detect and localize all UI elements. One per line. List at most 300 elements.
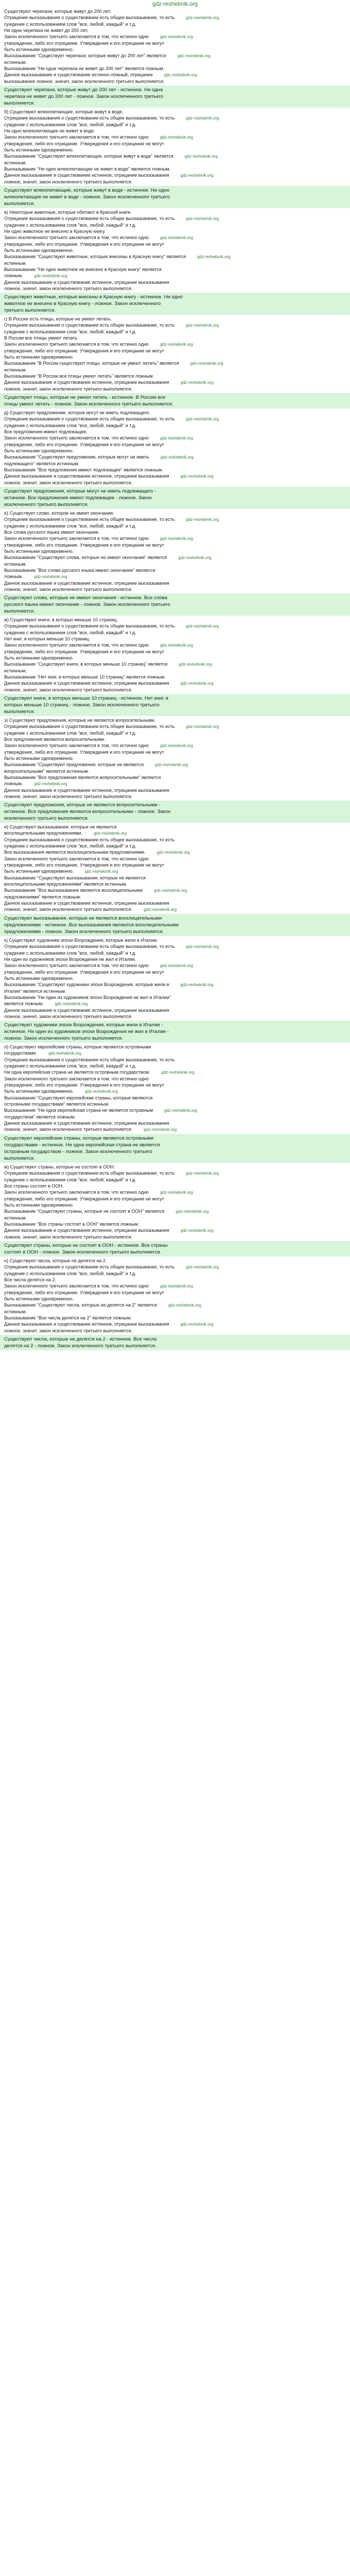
text-line: [4, 141, 346, 147]
text-line: [4, 222, 346, 228]
text-line: [4, 373, 346, 379]
text-line: [4, 655, 346, 661]
text-line: [4, 856, 346, 862]
text-line: [4, 100, 346, 107]
text-line: [4, 1277, 346, 1283]
text-line: [4, 808, 346, 815]
text-line: [4, 887, 346, 894]
text-line: [4, 307, 346, 314]
text-line-content: Высказывание "Существуют млекопитающие, которые живут в воде" является: [4, 154, 173, 159]
text-line: [4, 386, 346, 392]
text-line-content: Все слова русского языка имеют окончание.: [4, 530, 100, 535]
text-line: [4, 8, 346, 14]
text-line: [4, 561, 346, 567]
watermark: gdz-reshebnik.org: [179, 662, 212, 667]
text-line: [4, 668, 346, 674]
text-line: [4, 1101, 346, 1107]
text-line: [4, 1321, 346, 1328]
text-line-content: суждение с использованием слов "все, любой, каждый" и т.д.: [4, 951, 136, 956]
text-line: [4, 1234, 346, 1240]
text-line: [4, 661, 346, 668]
text-line: [4, 109, 346, 115]
text-line-content: В России все птицы умеют летать.: [4, 335, 79, 341]
watermark: gdz-reshebnik.org: [160, 342, 193, 347]
text-line-content: Высказывание "В России все птицы умеют летать" является ложным.: [4, 374, 154, 379]
text-line-content: состоят в ООН - ложное. Закон исключенного третьего выполняется.: [4, 1249, 162, 1255]
watermark: gdz-reshebnik.org: [161, 1070, 195, 1075]
text-line-content: быть истинными одновременно.: [4, 756, 74, 761]
text-line: [4, 1069, 346, 1076]
text-line: [4, 1082, 346, 1088]
watermark: gdz-reshebnik.org: [180, 474, 214, 479]
text-line: [4, 636, 346, 642]
watermark: gdz-reshebnik.org: [160, 643, 193, 648]
text-line: [4, 128, 346, 134]
solution-paragraph: [4, 1044, 346, 1133]
text-line-content: Существуют числа, которые не делятся на 2 - истинное. Все числа: [4, 1336, 157, 1342]
text-line-content: Закон исключенного третьего заключается в том, что истинно одно: [4, 435, 149, 440]
text-line: [4, 988, 346, 994]
text-line-content: государством" является ложным.: [4, 1114, 76, 1120]
watermark: gdz-reshebnik.org: [144, 907, 177, 912]
text-line-content: ж) Существуют книги, в которых меньше 10 страниц.: [4, 617, 118, 622]
text-line-content: Существуют черепахи, которые живут до 200 лет.: [4, 9, 111, 14]
answer-highlight: [0, 914, 350, 936]
text-line-content: Отрицание высказывания о существовании есть общее высказывание, то есть: [4, 1264, 175, 1269]
text-line-content: Высказывание "Все числа делятся на 2" является ложным.: [4, 1315, 132, 1320]
text-line-content: суждение с использованием слов "все, любой, каждый" и т.д.: [4, 1271, 136, 1276]
text-line: [4, 749, 346, 755]
watermark: gdz-reshebnik.org: [160, 455, 194, 460]
text-line: [4, 209, 346, 215]
watermark: gdz-reshebnik.org: [156, 850, 190, 855]
text-line: [4, 894, 346, 900]
text-line-content: истинное. Все предложения являются вопросительными - ложное. Закон: [4, 809, 171, 815]
text-line: [4, 260, 346, 266]
watermark: gdz-reshebnik.org: [160, 35, 193, 39]
text-line: [4, 554, 346, 561]
watermark: gdz-reshebnik.org: [160, 235, 193, 240]
text-line: [4, 1114, 346, 1120]
watermark: gdz-reshebnik.org: [154, 888, 187, 893]
text-line: [4, 228, 346, 234]
watermark: gdz-reshebnik.org: [160, 1190, 193, 1195]
text-line-content: утверждение, либо его отрицание. Утверждения и его отрицание не могут: [4, 543, 164, 548]
text-line-content: истинным.: [4, 562, 27, 567]
text-line: [4, 781, 346, 787]
text-line-content: Высказывание "Существуют книги, в которых меньше 10 страниц" является: [4, 662, 168, 667]
text-line-content: Отрицание высказывания о существовании есть общее высказывание, то есть: [4, 517, 175, 522]
text-line-content: Закон исключенного третьего заключается в том, что истинно одно: [4, 1283, 149, 1289]
text-line-content: ложное, значит, закон исключенного третьего выполняется.: [4, 587, 133, 592]
text-line-content: Закон исключенного третьего заключается в том, что истинно одно: [4, 134, 149, 140]
text-line: [4, 1035, 346, 1042]
text-line: [4, 730, 346, 736]
text-line: [4, 1343, 346, 1349]
answer-highlight: [0, 1134, 350, 1163]
text-line: [4, 573, 346, 580]
text-line-content: л) Существуют европейские страны, которые являются островными: [4, 1044, 151, 1049]
text-line-content: Высказывание "Все предложения имеют подлежащее" является ложным.: [4, 467, 163, 472]
text-line: [4, 273, 346, 279]
text-line-content: восклицательными предложениями" является истинным.: [4, 882, 128, 887]
text-line: [4, 348, 346, 354]
watermark: gdz-reshebnik.org: [155, 762, 188, 767]
solution-paragraph: [4, 824, 346, 913]
text-line: [4, 367, 346, 373]
text-line-content: Высказывание "Существуют числа, которые не делятся на 2" является: [4, 1302, 157, 1308]
text-line: [4, 787, 346, 793]
watermark: gdz-reshebnik.org: [164, 1108, 198, 1113]
answer-highlight: [0, 293, 350, 315]
watermark: gdz-reshebnik.org: [186, 1171, 219, 1176]
watermark: gdz-reshebnik.org: [180, 1228, 214, 1233]
watermark: gdz-reshebnik.org: [55, 1002, 88, 1006]
solution-paragraph: [4, 316, 346, 392]
text-line-content: Данное высказывание и существование истинное, отрицание высказывания: [4, 1008, 169, 1013]
text-line: [4, 241, 346, 247]
watermark: gdz-reshebnik.org: [164, 73, 197, 77]
text-line-content: ложное, значит, закон исключенного третьего выполняется.: [4, 286, 133, 291]
text-line: [4, 1148, 346, 1155]
text-line-content: утверждение, либо его отрицание. Утверждения и его отрицание не могут: [4, 750, 164, 755]
answer-highlight: [0, 1335, 350, 1350]
answer-highlight: [0, 1241, 350, 1257]
text-line: [4, 1057, 346, 1063]
watermark: gdz-reshebnik.org: [180, 380, 214, 385]
text-line-content: и) Существуют высказывания, которые не являются: [4, 824, 117, 829]
text-line: [4, 1183, 346, 1189]
text-line-content: Высказывание "Существуют европейские страны, которые являются: [4, 1095, 153, 1100]
text-line: [4, 849, 346, 856]
text-line: [4, 1142, 346, 1148]
text-line-content: Высказывание "Ни одно животное не внесено в Красную книгу" является: [4, 267, 162, 272]
text-line: [4, 1258, 346, 1264]
text-line-content: Все предложения являются вопросительными.: [4, 737, 106, 742]
text-line: [4, 172, 346, 179]
text-line-content: Закон исключенного третьего заключается в том, что истинно одно: [4, 34, 149, 39]
text-line-content: ложное. Закон исключенного третьего выполняется.: [4, 1036, 123, 1041]
text-line-content: Высказывание "Ни один из художников эпохи Возрождения не жил в Италии": [4, 995, 171, 1000]
text-line-content: Закон исключенного третьего заключается в том, что истинно одно: [4, 235, 149, 240]
text-line-content: исключенного третьего выполняется.: [4, 502, 89, 507]
text-line-content: утверждение, либо его отрицание. Утверждения и его отрицание не могут: [4, 1196, 164, 1201]
text-line: [4, 542, 346, 548]
text-line: [4, 1164, 346, 1170]
text-line-content: Высказывание "Существуют предложения, которые не являются: [4, 762, 144, 767]
text-line: [4, 956, 346, 962]
watermark: gdz-reshebnik.org: [197, 255, 231, 259]
watermark: gdz-reshebnik.org: [186, 724, 219, 729]
text-line: [4, 179, 346, 185]
text-line: [4, 1202, 346, 1208]
text-line-content: государствами.: [4, 1050, 38, 1056]
answer-highlight: [0, 86, 350, 108]
text-line-content: Данное высказывание и существование истинное, отрицание высказывания: [4, 788, 169, 793]
text-line-content: Существуют птицы, которые не умеют летать - истинное. В России все: [4, 395, 166, 400]
text-line-content: ложным.: [4, 574, 23, 579]
text-line: [4, 1336, 346, 1343]
text-line-content: Существуют предложения, которые могут не иметь подлежащего -: [4, 488, 156, 494]
text-line: [4, 480, 346, 486]
text-line: [4, 1155, 346, 1162]
text-line: [4, 687, 346, 693]
watermark: gdz-reshebnik.org: [34, 574, 67, 579]
text-line: [4, 969, 346, 975]
watermark: gdz-reshebnik.org: [186, 15, 219, 20]
text-line-content: Существуют высказывания, которые не являются восклицательными: [4, 916, 162, 921]
text-line-content: Существуют млекопитающие, которые живут в воде - истинное. Ни одно: [4, 188, 170, 193]
text-line: [4, 1328, 346, 1334]
text-line: [4, 454, 346, 461]
answer-highlight: [0, 393, 350, 409]
text-line: [4, 65, 346, 72]
text-line-content: ложное, значит, закон исключенного третьего выполняется.: [4, 907, 133, 912]
solution-paragraph: [4, 617, 346, 693]
text-line-content: которых меньше 10 страниц - ложное. Закон исключенного третьего: [4, 702, 160, 708]
text-line: [4, 937, 346, 943]
text-line-content: Высказывание "Существуют слова, которые не имеют окончания" является: [4, 555, 167, 560]
text-line-content: быть истинными одновременно.: [4, 47, 74, 52]
text-line-content: Данное высказывание и существование истинное, отрицание высказывания: [4, 173, 169, 178]
text-line-content: Существуют страны, которые не состоят в ООН - истинное. Все страны: [4, 1243, 168, 1248]
text-line-content: утверждение, либо его отрицание. Утверждения и его отрицание не могут: [4, 1082, 164, 1088]
text-line-content: Данное высказывание и существование истинное, отрицание высказывания: [4, 1228, 169, 1233]
text-line-content: суждение с использованием слов "все, любой, каждый" и т.д.: [4, 329, 136, 334]
text-line: [4, 723, 346, 730]
text-line: [4, 516, 346, 523]
text-line-content: м) Существуют страны, которые не состоят в ООН.: [4, 1164, 115, 1170]
text-line-content: Существуют животные, которые внесены в Красную книгу - истинное. Ни одно: [4, 294, 183, 300]
text-line: [4, 1170, 346, 1177]
text-line-content: Существуют предложения, которые не являются вопросительными -: [4, 802, 161, 808]
text-line: [4, 1001, 346, 1007]
text-line: [4, 1215, 346, 1221]
text-line-content: Высказывание "Ни одна европейская страна не является островным: [4, 1108, 153, 1113]
text-line-content: Закон исключенного третьего заключается в том, что истинно одно: [4, 1190, 149, 1195]
text-line: [4, 523, 346, 529]
text-line: [4, 623, 346, 630]
text-line-content: ложное, значит, закон исключенного третьего выполняется.: [4, 1014, 133, 1019]
text-line: [4, 774, 346, 781]
text-line-content: быть истинными одновременно.: [4, 549, 74, 554]
watermark: gdz-reshebnik.org: [184, 154, 218, 159]
text-line-content: Отрицание высказывания о существовании есть общее высказывание, то есть: [4, 1057, 175, 1062]
text-line: [4, 322, 346, 329]
text-line: [4, 316, 346, 322]
text-line-content: к) Существуют художники эпохи Возрождения, которые жили в Италии.: [4, 938, 158, 943]
text-line-content: Отрицание высказывания о существовании есть общее высказывание, то есть: [4, 1171, 175, 1176]
solution-content: [4, 8, 346, 1350]
text-line-content: Данное высказывание и существование истинное, отрицание высказывания: [4, 380, 169, 385]
text-line: [4, 285, 346, 292]
text-line: [4, 40, 346, 46]
text-line-content: д) Существует предложение, которое могут не иметь подлежащего.: [4, 410, 150, 415]
text-line-content: выполняется.: [4, 709, 35, 715]
text-line: [4, 234, 346, 241]
text-line-content: Отрицание высказывания о существовании есть общее высказывание, то есть: [4, 623, 175, 629]
text-line-content: Нет книг, в которых меньше 10 страниц.: [4, 636, 90, 641]
text-line-content: утверждение, либо его отрицание. Утверждения и его отрицание не могут: [4, 442, 164, 447]
text-line: [4, 429, 346, 435]
text-line-content: суждение с использованием слов "все, любой, каждый" и т.д.: [4, 223, 136, 228]
text-line: [4, 1315, 346, 1321]
answer-highlight: [0, 1021, 350, 1043]
text-line-content: ложное, значит, закон исключенного третьего выполняется.: [4, 386, 133, 392]
text-line-content: суждение с использованием слов "все, любой, каждый" и т.д.: [4, 122, 136, 127]
text-line-content: быть истинными одновременно.: [4, 655, 74, 660]
text-line-content: Данное высказывание и существование истинно-ложный, отрицание: [4, 72, 153, 77]
text-line-content: Отрицание высказывания о существовании есть общее высказывание, то есть: [4, 15, 175, 20]
text-line: [4, 1126, 346, 1133]
text-line: [4, 950, 346, 956]
text-line-content: Данное высказывание и существование истинное, отрицание высказывания: [4, 1121, 169, 1126]
text-line-content: н) Существуют числа, которые не делятся на 2.: [4, 1258, 107, 1263]
text-line: [4, 830, 346, 837]
solution-paragraph: [4, 209, 346, 292]
text-line: [4, 87, 346, 93]
text-line: [4, 473, 346, 480]
watermark: gdz-reshebnik.org: [34, 274, 67, 278]
watermark: gdz-reshebnik.org: [180, 1322, 214, 1327]
text-line: [4, 279, 346, 285]
text-line: [4, 200, 346, 207]
text-line-content: Все числа делятся на 2.: [4, 1277, 56, 1282]
text-line-content: быть истинными одновременно.: [4, 1202, 74, 1208]
text-line: [4, 1076, 346, 1082]
watermark: gdz-reshebnik.org: [186, 323, 219, 328]
text-line-content: Высказывание "Существуют художники эпохи Возрождения, которые жили в: [4, 982, 169, 987]
text-line: [4, 1088, 346, 1095]
text-line-content: Высказывание "Ни одна черепаха не живет до 200 лет" является ложным.: [4, 66, 165, 71]
watermark: gdz-reshebnik.org: [180, 173, 214, 178]
text-line: [4, 1028, 346, 1035]
text-line: [4, 1063, 346, 1069]
watermark: gdz-reshebnik.org: [186, 417, 219, 421]
text-line: [4, 46, 346, 53]
text-line-content: быть истинными одновременно.: [4, 1296, 74, 1301]
solution-paragraph: [4, 410, 346, 486]
text-line: [4, 115, 346, 122]
text-line-content: черепаха не живет до 200 лет - ложное. Закон исключенного третьего: [4, 94, 164, 99]
text-line-content: высказывания ложное, значит, закон исключенного третьего выполняется.: [4, 79, 165, 84]
text-line-content: Высказывание "Нет книг, в которых меньше 10 страниц" является ложным.: [4, 674, 166, 680]
text-line: [4, 642, 346, 649]
text-line: [4, 943, 346, 950]
text-line: [4, 300, 346, 307]
text-line: [4, 1189, 346, 1196]
text-line-content: быть истинными одновременно.: [4, 248, 74, 253]
answer-highlight: [0, 801, 350, 823]
text-line-content: Закон исключенного третьего заключается в том, что истинно одно: [4, 856, 149, 861]
watermark: gdz-reshebnik.org: [186, 624, 219, 629]
text-line-content: утверждение, либо его отрицание. Утверждения и его отрицание не могут: [4, 242, 164, 247]
watermark: gdz-reshebnik.org: [186, 116, 219, 121]
text-line: [4, 906, 346, 913]
watermark: gdz-reshebnik.org: [186, 1265, 219, 1269]
watermark: gdz-reshebnik.org: [168, 1303, 201, 1308]
text-line: [4, 922, 346, 928]
text-line: [4, 994, 346, 1001]
text-line-content: ложным.: [4, 781, 23, 786]
text-line: [4, 294, 346, 300]
text-line: [4, 802, 346, 808]
text-line-content: г) В России есть птицы, которые не умеют летать.: [4, 316, 112, 321]
answer-highlight: [0, 694, 350, 716]
watermark: gdz-reshebnik.org: [190, 361, 223, 366]
text-line-content: истинным.: [4, 60, 27, 65]
text-line-content: суждение с использованием слов "все, любой, каждый" и т.д.: [4, 630, 136, 635]
watermark: gdz-reshebnik.org: [160, 135, 193, 140]
text-line-content: суждение с использованием слов "все, любой, каждый" и т.д.: [4, 1177, 136, 1182]
text-line-content: Ни одно животное не внесено в Красную книгу.: [4, 229, 106, 234]
text-line: [4, 253, 346, 260]
text-line: [4, 194, 346, 200]
text-line: [4, 461, 346, 467]
text-line-content: Закон исключенного третьего заключается в том, что истинно одно: [4, 1076, 149, 1081]
text-line-content: утверждение, либо его отрицание. Утверждения и его отрицание не могут: [4, 862, 164, 868]
watermark: gdz-reshebnik.org: [180, 982, 214, 987]
text-line-content: государствами - истинное. Ни одна европейская страна не является: [4, 1142, 160, 1148]
text-line-content: утверждение, либо его отрицание. Утверждения и его отрицание не могут: [4, 970, 164, 975]
text-line-content: суждение с использованием слов "все, любой, каждый" и т.д.: [4, 843, 136, 849]
text-line: [4, 649, 346, 655]
text-line: [4, 824, 346, 830]
text-line: [4, 187, 346, 194]
solution-paragraph: [4, 937, 346, 1020]
site-header[interactable]: gdz-reshebnik.org: [152, 1, 198, 7]
text-line-content: в) Некоторые животные, которые обитают в Красной книге.: [4, 210, 132, 215]
watermark: gdz-reshebnik.org: [176, 1209, 209, 1214]
text-line: [4, 674, 346, 680]
text-line: [4, 1249, 346, 1256]
text-line: [4, 761, 346, 768]
text-line-content: Высказывание "В России существуют птицы, которые не умеют летать" является: [4, 361, 179, 366]
text-line-content: Высказывание "Существуют высказывания, которые не являются: [4, 875, 146, 880]
text-line: [4, 1296, 346, 1302]
text-line: [4, 14, 346, 21]
text-line: [4, 742, 346, 749]
text-line-content: животное не внесено в Красную книгу - ложное. Закон исключенного: [4, 301, 161, 307]
text-line-content: предложениями" является ложным.: [4, 894, 81, 900]
text-line-content: истинное. Ни один из художников эпохи Возрождения не жил в Италии -: [4, 1029, 169, 1035]
text-line-content: истинным.: [4, 1215, 27, 1221]
text-line: [4, 401, 346, 408]
text-line: [4, 488, 346, 495]
text-line-content: русского языка имеют окончание - ложное. Закон исключенного третьего: [4, 602, 170, 607]
text-line: [4, 1302, 346, 1309]
text-line-content: островным государством - ложное. Закон исключенного третьего: [4, 1149, 152, 1155]
text-line-content: истинным.: [4, 668, 27, 673]
text-line: [4, 1221, 346, 1227]
text-line: [4, 755, 346, 761]
text-line-content: Высказывание "Все страны состоят в ООН" является ложным.: [4, 1222, 139, 1227]
text-line: [4, 595, 346, 601]
text-line-content: Данное высказывание и существование истинное, отрицание высказывания: [4, 901, 169, 906]
text-line: [4, 495, 346, 501]
text-line-content: истинным.: [4, 1309, 27, 1314]
text-line-content: Данное высказывание и существование истинное, отрицание высказывания: [4, 681, 169, 686]
text-line: [4, 1196, 346, 1202]
text-line-content: быть истинными одновременно.: [4, 1089, 74, 1094]
text-line: [4, 793, 346, 800]
text-line: [4, 33, 346, 40]
answer-highlight: [0, 594, 350, 616]
text-line: [4, 900, 346, 906]
text-line-content: суждение с использованием слов "все, любой, каждый" и т.д.: [4, 1063, 136, 1069]
text-line: [4, 72, 346, 78]
text-line-content: утверждение, либо его отрицание. Утверждения и его отрицание не могут: [4, 649, 164, 654]
